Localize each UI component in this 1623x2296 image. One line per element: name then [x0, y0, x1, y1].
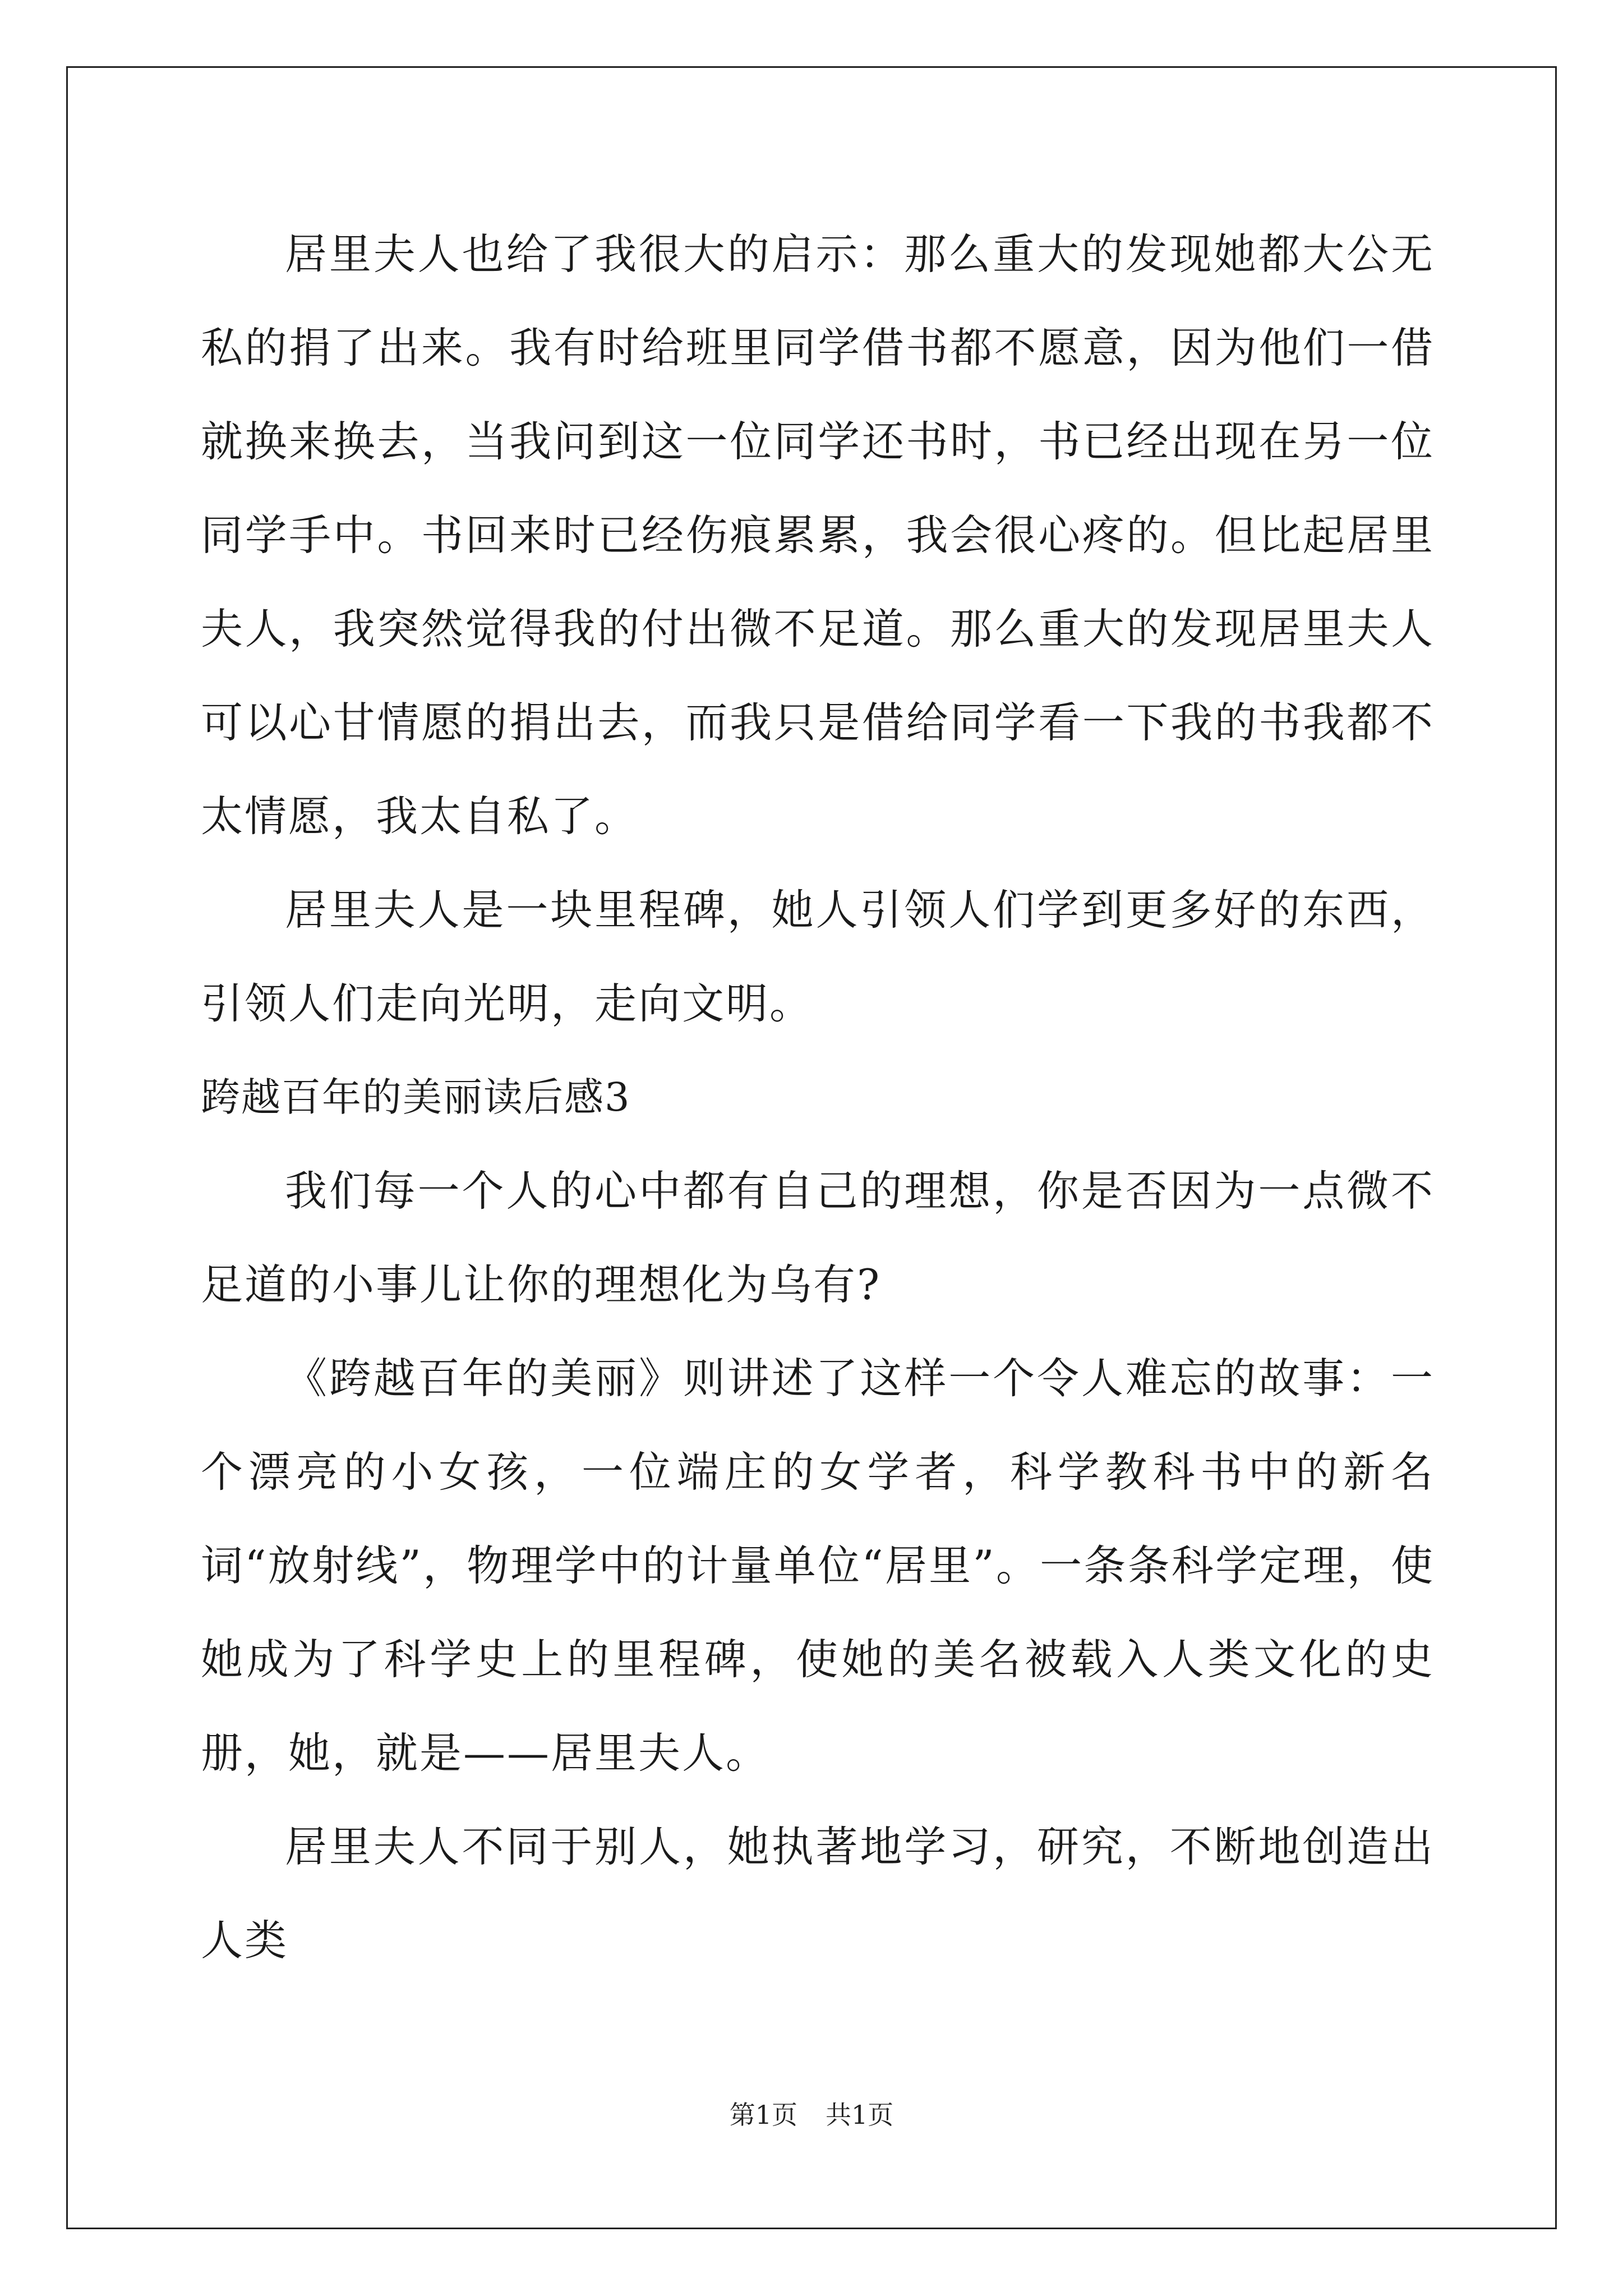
page-number-total: 共1页 — [826, 2100, 894, 2130]
paragraph: 居里夫人也给了我很大的启示：那么重大的发现她都大公无私的捐了出来。我有时给班里同学借书都不愿意，因为他们一借就换来换去，当我问到这一位同学还书时，书已经出现在另一位同学手中。书回来时已经伤痕累累，我会很心疼的。但比起居里夫人，我突然觉得我的付出微不足道。那么重大的发现居里夫人可以心甘情愿的捐出去，而我只是借给同学看一下我的书我都不太情愿，我太自私了。 — [201, 229, 1435, 841]
page-number-current: 第1页 — [729, 2100, 797, 2130]
paragraph: 《跨越百年的美丽》则讲述了这样一个令人难忘的故事：一个漂亮的小女孩，一位端庄的女学者，科学教科书中的新名词“放射线”，物理学中的计量单位“居里”。一条条科学定理，使她成为了科学史上的里程碑，使她的美名被载入人类文化的史册，她，就是——居里夫人。 — [201, 1354, 1435, 1778]
section-heading: 跨越百年的美丽读后感3 — [201, 1074, 631, 1120]
document-body — [201, 208, 1435, 1987]
page-footer — [0, 2098, 1623, 2132]
paragraph: 居里夫人是一块里程碑，她人引领人们学到更多好的东西，引领人们走向光明，走向文明。 — [201, 885, 1435, 1028]
paragraph: 居里夫人不同于别人，她执著地学习，研究，不断地创造出人类 — [201, 1822, 1435, 1965]
paragraph: 我们每一个人的心中都有自己的理想，你是否因为一点微不足道的小事儿让你的理想化为乌有? — [201, 1166, 1435, 1309]
